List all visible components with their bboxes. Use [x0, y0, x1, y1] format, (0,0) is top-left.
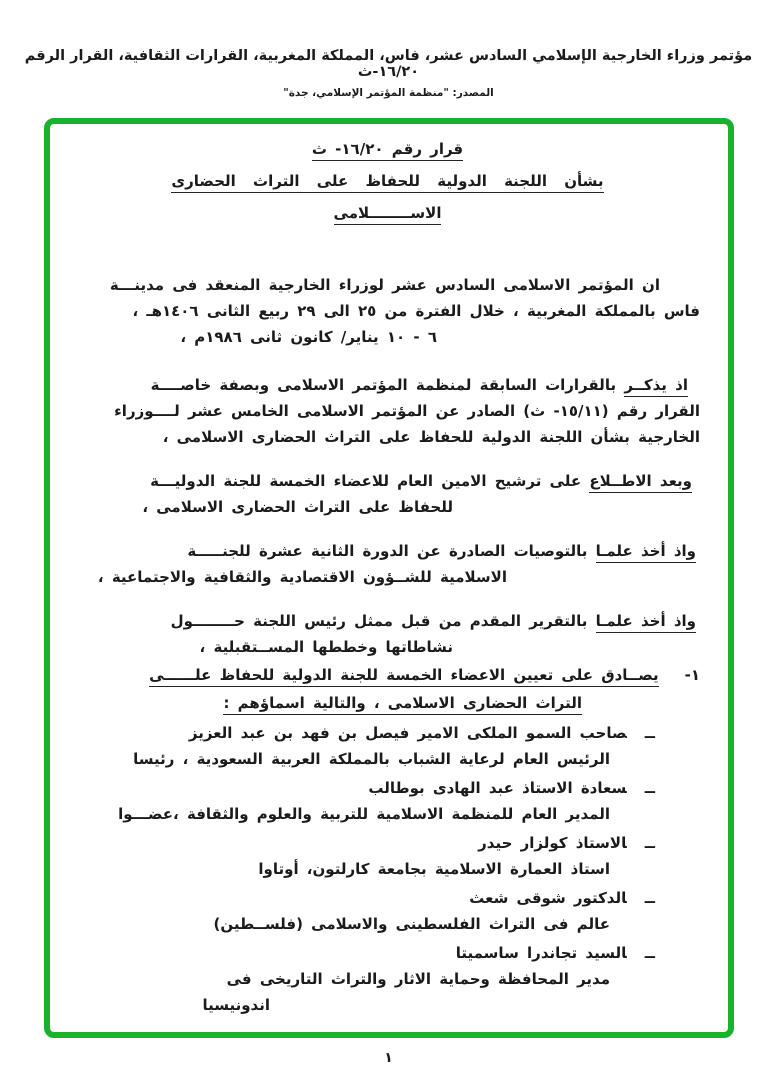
- member-role-line: عالم فى التراث الفلسطينى والاسلامى (فلســطين): [213, 915, 610, 933]
- member-item: [75, 720, 700, 772]
- member-item: [75, 940, 700, 1018]
- text-line: [75, 272, 660, 298]
- member-item: [75, 830, 700, 882]
- text-line: [75, 468, 692, 494]
- dash-bullet: ــ: [644, 834, 655, 852]
- text-line: [75, 494, 453, 520]
- preamble-paragraph: [75, 538, 700, 590]
- underlined-lead: واذ أخذ علمـا: [596, 612, 696, 633]
- member-name-line: [75, 830, 655, 856]
- text-line: [75, 424, 700, 450]
- member-name-line: [75, 720, 655, 746]
- member-name: سعادة الاستاذ عبد الهادى بوطالب: [368, 779, 627, 797]
- text-line: [75, 324, 437, 350]
- line-text: الخارجية بشأن اللجنة الدولية للحفاظ على التراث الحضارى الاسلامى ،: [162, 428, 700, 446]
- preamble-paragraph: [75, 272, 700, 350]
- item-line-1: [75, 662, 700, 688]
- member-name: صاحب السمو الملكى الامير فيصل بن فهد بن عبد العزيز: [188, 724, 627, 742]
- member-name: الدكتور شوقى شعث: [469, 889, 627, 907]
- preamble-paragraph: [75, 468, 700, 520]
- member-role-line: مدير المحافظة وحماية الاثار والتراث التاريخى فى: [226, 970, 610, 988]
- member-name-line: [75, 885, 655, 911]
- line-text: فاس بالمملكة المغربية ، خلال الفترة من ٢٥ الى ٢٩ ربيع الثانى ١٤٠٦هـ ،: [132, 302, 700, 320]
- dash-bullet: ــ: [644, 944, 655, 962]
- green-highlight-frame: [44, 118, 734, 1038]
- member-item: [75, 885, 700, 937]
- line-text: بالتوصيات الصادرة عن الدورة الثانية عشرة للجنـــــة: [187, 542, 588, 560]
- line-text: نشاطاتها وخططها المســتقبلية ،: [199, 638, 453, 656]
- title-line-2: بشأن اللجنة الدولية للحفاظ على التراث الحضارى: [75, 168, 700, 194]
- resolution-title: [75, 136, 700, 226]
- line-text: على ترشيح الامين العام للاعضاء الخمسة للجنة الدوليـــة: [150, 472, 582, 490]
- member-name: السيد تجاندرا ساسميتا: [455, 944, 627, 962]
- text-line: [75, 634, 453, 660]
- line-text: القرار رقم (١٥/١١- ث) الصادر عن المؤتمر الاسلامى الخامس عشر لــــوزراء: [114, 402, 700, 420]
- underlined-lead: وبعد الاطــلاع: [589, 472, 692, 493]
- header-title: مؤتمر وزراء الخارجية الإسلامي السادس عشر، فاس، المملكة المغربية، القرارات الثقافية، القرار الرقم ١٦/٢٠-ث: [24, 48, 753, 80]
- text-line: [75, 398, 700, 424]
- item-text: يصــادق على تعيين الاعضاء الخمسة للجنة الدولية للحفاظ علــــــى: [149, 666, 659, 687]
- dash-bullet: ــ: [644, 724, 655, 742]
- member-role-line: الرئيس العام لرعاية الشباب بالمملكة العربية السعودية ، رئيسا: [133, 750, 610, 768]
- underlined-lead: اذ يذكــر: [624, 376, 688, 397]
- text-line: [75, 608, 696, 634]
- text-line: [75, 298, 700, 324]
- preamble: [75, 272, 700, 660]
- resolution-item-1: [75, 662, 700, 716]
- title-line-1: قرار رقم ١٦/٢٠- ث: [75, 136, 700, 162]
- item-number: ١-: [684, 666, 700, 684]
- item-line-2: التراث الحضارى الاسلامى ، والتالية اسماؤهم :: [75, 690, 582, 716]
- line-text: ٦ - ١٠ يناير/ كانون ثانى ١٩٨٦م ،: [180, 328, 437, 346]
- header-source: المصدر: "منظمة المؤتمر الإسلامي، جدة": [283, 87, 494, 99]
- member-role-line: المدير العام للمنظمة الاسلامية للتربية والعلوم والثقافة ،عضـــوا: [118, 805, 610, 823]
- preamble-paragraph: [75, 608, 700, 660]
- line-text: ان المؤتمر الاسلامى السادس عشر لوزراء الخارجية المنعقد فى مدينـــة: [109, 276, 660, 294]
- preamble-paragraph: [75, 372, 700, 450]
- underlined-lead: واذ أخذ علمـا: [596, 542, 696, 563]
- scan-content: [50, 124, 728, 1032]
- line-text: للحفاظ على التراث الحضارى الاسلامى ،: [142, 498, 453, 516]
- text-line: [75, 538, 696, 564]
- member-role-line: اندونيسيا: [202, 996, 270, 1014]
- page-number: ١: [384, 1050, 393, 1066]
- members-list: [75, 720, 700, 1018]
- line-text: بالقرارات السابقة لمنظمة المؤتمر الاسلامى وبصفة خاصــــة: [150, 376, 617, 394]
- title-line-3: الاســــــــلامى: [75, 200, 700, 226]
- document-header: [0, 48, 777, 99]
- text-line: [75, 564, 507, 590]
- member-name-line: [75, 775, 655, 801]
- member-name: الاستاذ كولزار حيدر: [478, 834, 627, 852]
- line-text: الاسلامية للشــؤون الاقتصادية والثقافية والاجتماعية ،: [97, 568, 507, 586]
- text-line: [75, 372, 688, 398]
- member-role-line: استاذ العمارة الاسلامية بجامعة كارلتون، أوتاوا: [258, 860, 610, 878]
- member-name-line: [75, 940, 655, 966]
- dash-bullet: ــ: [644, 889, 655, 907]
- dash-bullet: ــ: [644, 779, 655, 797]
- member-item: [75, 775, 700, 827]
- line-text: بالتقرير المقدم من قبل ممثل رئيس اللجنة حــــــــول: [170, 612, 588, 630]
